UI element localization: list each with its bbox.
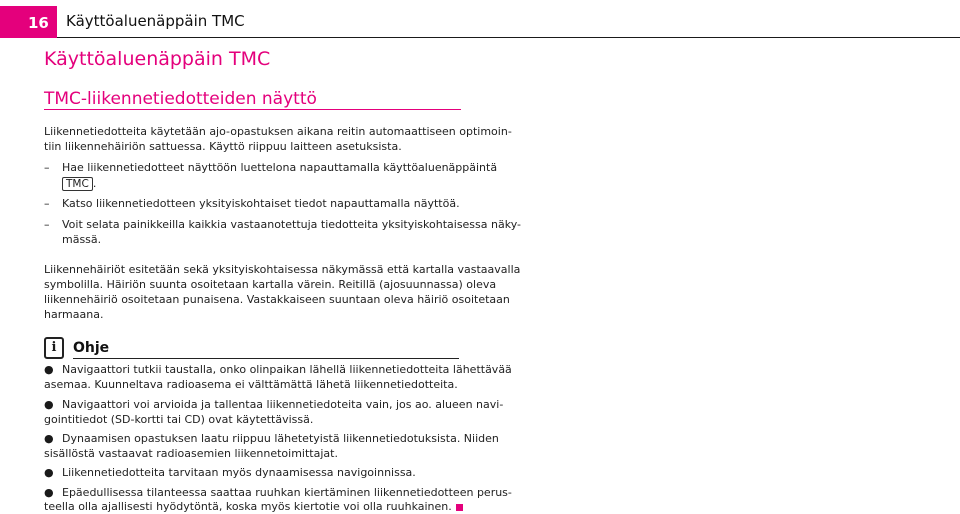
step-dash: – xyxy=(44,197,50,210)
note-item-text: Liikennetiedotteita tarvitaan myös dynaamisessa navigoinnissa. xyxy=(62,466,416,479)
section-rule xyxy=(44,109,461,110)
bullet-icon: ● xyxy=(44,466,54,479)
step-1-text: Hae liikennetiedotteet näyttöön luettelona napauttamalla käyttöaluenäppäintä xyxy=(62,161,498,174)
step-1-key-line xyxy=(62,176,96,192)
step-2-text: Katso liikennetiedotteen yksityiskohtaiset tiedot napauttamalla näyttöä. xyxy=(62,197,460,210)
bullet-icon: ● xyxy=(44,486,54,499)
step-1-period: . xyxy=(92,177,97,190)
note-item-text: Navigaattori voi arvioida ja tallentaa liikennetiedoteita vain, jos ao. alueen navi- xyxy=(62,398,504,411)
bullet-icon: ● xyxy=(44,363,54,376)
note-item-text: sisällöstä vastaavat radioasemien liikennetoimittajat. xyxy=(44,447,338,460)
note-item-text: teella olla ajallisesti hyödytöntä, koska myös kiertotie voi olla ruuhkainen. xyxy=(44,500,452,513)
intro-line: tiin liikennehäiriön sattuessa. Käyttö riippuu laitteen asetuksista. xyxy=(44,140,402,153)
paragraph-line: Liikennehäiriöt esitetään sekä yksityiskohtaisessa näkymässä että kartalla vastaavalla xyxy=(44,263,521,276)
step-3-text-cont: mässä. xyxy=(62,233,102,246)
note-item-text: asemaa. Kuunneltava radioasema ei välttämättä lähetä liikennetiedotteita. xyxy=(44,378,458,391)
note-item-text: Dynaamisen opastuksen laatu riippuu lähetetyistä liikennetiedotuksista. Niiden xyxy=(62,432,499,445)
info-icon: i xyxy=(44,337,64,359)
section-title: TMC-liikennetiedotteiden näyttö xyxy=(44,89,317,109)
note-title: Ohje xyxy=(73,340,110,356)
note-item-text: Navigaattori tutkii taustalla, onko olinpaikan lähellä liikennetiedotteita lähettävää xyxy=(62,363,512,376)
step-dash: – xyxy=(44,161,50,174)
step-3-text: Voit selata painikkeilla kaikkia vastaanotettuja tiedotteita yksityiskohtaisessa näky- xyxy=(62,218,521,231)
bullet-icon: ● xyxy=(44,398,54,411)
tmc-key-label: TMC xyxy=(62,177,93,191)
paragraph-line: symbolilla. Häiriön suunta osoitetaan kartalla värein. Reitillä (ajosuunnassa) oleva xyxy=(44,278,497,291)
end-of-section-marker xyxy=(456,504,463,511)
paragraph-line: liikennehäiriö osoitetaan punaisena. Vastakkaiseen suuntaan oleva häiriö osoitetaan xyxy=(44,293,510,306)
note-item-text: gointitiedot (SD-kortti tai CD) ovat käytettävissä. xyxy=(44,413,314,426)
page-number-tab xyxy=(0,6,57,38)
bullet-icon: ● xyxy=(44,432,54,445)
intro-line: Liikennetiedotteita käytetään ajo-opastuksen aikana reitin automaattiseen optimoin- xyxy=(44,125,512,138)
main-title: Käyttöaluenäppäin TMC xyxy=(44,48,271,70)
header-rule xyxy=(57,37,960,38)
page-number: 16 xyxy=(28,14,49,32)
paragraph-line: harmaana. xyxy=(44,308,104,321)
note-rule xyxy=(73,358,459,359)
note-item-text: Epäedullisessa tilanteessa saattaa ruuhkan kiertäminen liikennetiedotteen perus- xyxy=(62,486,512,499)
running-title: Käyttöaluenäppäin TMC xyxy=(66,12,245,30)
step-dash: – xyxy=(44,218,50,231)
note-item-text-last xyxy=(44,499,463,514)
